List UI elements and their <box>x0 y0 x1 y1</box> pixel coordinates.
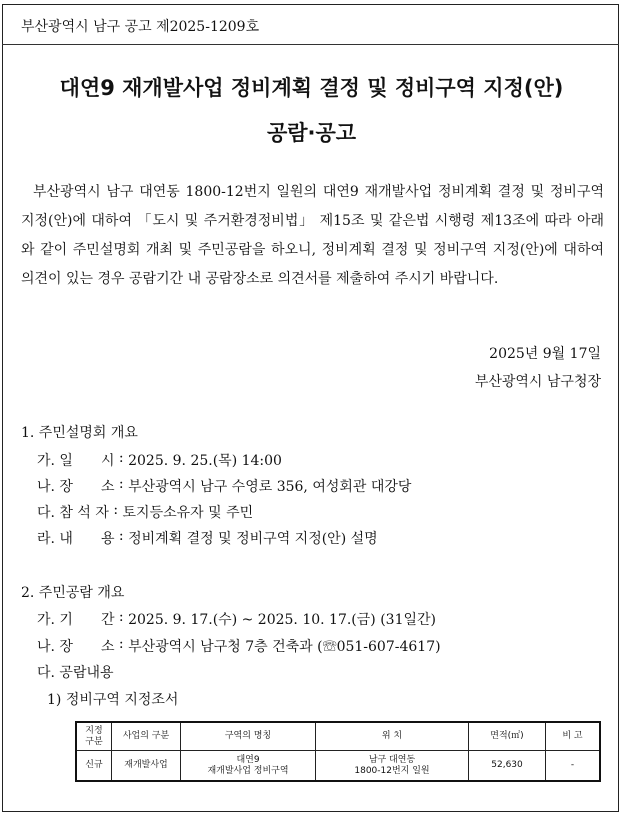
item-value: 부산광역시 남구청 7층 건축과 (☏051-607-4617) <box>128 639 441 655</box>
table-header: 위 치 <box>316 722 469 751</box>
section1-item: 나. 장 소 : 부산광역시 남구 수영로 356, 여성회관 대강당 <box>37 476 412 495</box>
item-value: 2025. 9. 17.(수) ~ 2025. 10. 17.(금) (31일간) <box>128 612 436 628</box>
document-subtitle: 공람·공고 <box>266 121 357 145</box>
item-label: 다. 참 석 자 <box>37 505 109 521</box>
table-header: 구역의 명칭 <box>181 722 316 751</box>
issuer: 부산광역시 남구청장 <box>474 374 601 390</box>
section2-item: 가. 기 간 : 2025. 9. 17.(수) ~ 2025. 10. 17.(금) (31일간) <box>37 609 436 628</box>
item-label: 가. 기 간 <box>37 612 115 628</box>
item-label: 가. 일 시 <box>37 453 115 469</box>
table-header: 비 고 <box>546 722 601 751</box>
intro-text: 부산광역시 남구 대연동 1800-12번지 일원의 대연9 재개발사업 정비계획 결정 및 정비구역 지정(안)에 대하여 「도시 및 주거환경정비법」 제15조 및 같은법 시행령 제13조에 따라 아래와 같이 주민설명회 개최 및 주민공람을 하오니, 정비계획 결정 및 정비구역 지정(안)에 대하여 의견이 있는 경우 공람기간 내 공람장소로 의견서를 제출하여 주시기 바랍니다. <box>21 184 604 287</box>
section2-heading: 2. 주민공람 개요 <box>21 585 125 601</box>
section2-subheading: 다. 공람내용 <box>37 665 114 681</box>
section1-item: 가. 일 시 : 2025. 9. 25.(목) 14:00 <box>37 450 282 469</box>
notice-date: 2025년 9월 17일 <box>489 346 601 362</box>
section1-item: 라. 내 용 : 정비계획 결정 및 정비구역 지정(안) 설명 <box>37 528 378 547</box>
table-cell: 대연9 재개발사업 정비구역 <box>181 751 316 782</box>
section1-heading: 1. 주민설명회 개요 <box>21 425 138 441</box>
item-value: 토지등소유자 및 주민 <box>122 505 254 521</box>
table-cell: 52,630 <box>469 751 546 782</box>
table-header: 면적(㎡) <box>469 722 546 751</box>
zone-designation-table <box>75 721 601 782</box>
table-cell: 재개발사업 <box>112 751 181 782</box>
table-header-row <box>76 722 600 751</box>
item-label: 나. 장 소 <box>37 479 115 495</box>
item-label: 라. 내 용 <box>37 531 115 547</box>
section2-item: 나. 장 소 : 부산광역시 남구청 7층 건축과 (☏051-607-4617) <box>37 636 441 655</box>
item-label: 나. 장 소 <box>37 639 115 655</box>
header-divider <box>2 44 619 45</box>
intro-paragraph <box>21 178 604 294</box>
table-header: 사업의 구분 <box>112 722 181 751</box>
item-value: 2025. 9. 25.(목) 14:00 <box>128 453 282 469</box>
document-title: 대연9 재개발사업 정비계획 결정 및 정비구역 지정(안) <box>59 76 564 100</box>
table-cell: 신규 <box>76 751 112 782</box>
item-value: 부산광역시 남구 수영로 356, 여성회관 대강당 <box>128 479 412 495</box>
section2-sub-item: 1) 정비구역 지정조서 <box>47 692 179 708</box>
table-row <box>76 751 600 782</box>
table-header: 지정 구분 <box>76 722 112 751</box>
item-value: 정비계획 결정 및 정비구역 지정(안) 설명 <box>128 531 378 547</box>
notice-number: 부산광역시 남구 공고 제2025-1209호 <box>21 19 260 35</box>
section1-item: 다. 참 석 자 : 토지등소유자 및 주민 <box>37 502 254 521</box>
table-cell: 남구 대연동 1800-12번지 일원 <box>316 751 469 782</box>
table-cell: - <box>546 751 601 782</box>
